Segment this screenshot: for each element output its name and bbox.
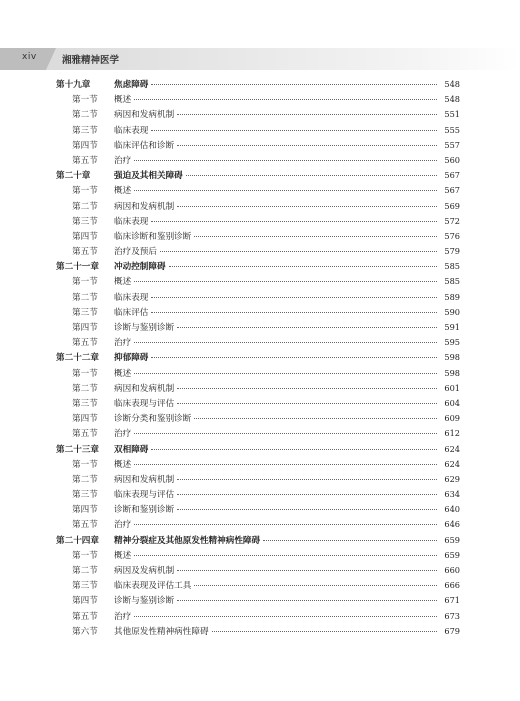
dot-leader bbox=[177, 114, 437, 115]
dot-leader bbox=[169, 266, 437, 267]
dot-leader bbox=[134, 190, 437, 191]
toc-chapter-entry[interactable] bbox=[56, 442, 460, 457]
page-ref: 589 bbox=[444, 291, 460, 302]
toc-section-entry[interactable] bbox=[56, 411, 460, 426]
section-title: 治疗 bbox=[114, 520, 132, 531]
section-number: 第二节 bbox=[72, 566, 98, 576]
dot-leader bbox=[194, 418, 437, 419]
dot-leader bbox=[194, 236, 437, 237]
page-ref: 595 bbox=[444, 337, 460, 348]
toc-section-entry[interactable] bbox=[56, 305, 460, 320]
chapter-number: 第二十章 bbox=[56, 171, 91, 182]
section-title: 治疗 bbox=[114, 338, 132, 349]
page-ref: 585 bbox=[444, 276, 460, 287]
page-ref: 579 bbox=[444, 246, 460, 257]
section-title: 其他原发性精神病性障碍 bbox=[114, 626, 209, 637]
page-ref: 629 bbox=[444, 473, 460, 484]
dot-leader bbox=[194, 585, 437, 586]
chapter-number: 第二十二章 bbox=[56, 353, 99, 364]
dot-leader bbox=[151, 312, 437, 313]
section-title: 病因和发病机制 bbox=[114, 383, 175, 394]
page-ref: 601 bbox=[444, 382, 460, 393]
chapter-number: 第十九章 bbox=[56, 80, 91, 90]
chapter-title: 精神分裂症及其他原发性精神病性障碍 bbox=[114, 535, 261, 546]
section-number: 第二节 bbox=[72, 201, 98, 212]
section-title: 治疗及预后 bbox=[114, 247, 157, 258]
toc-section-entry[interactable] bbox=[56, 396, 460, 411]
dot-leader bbox=[177, 570, 437, 571]
page-ref: 560 bbox=[444, 154, 460, 165]
section-number: 第五节 bbox=[72, 611, 98, 622]
book-title: 湘雅精神医学 bbox=[62, 55, 120, 66]
section-title: 临床表现 bbox=[114, 125, 149, 136]
section-number: 第二节 bbox=[72, 292, 98, 303]
toc-section-entry[interactable] bbox=[56, 381, 460, 396]
toc-chapter-entry[interactable] bbox=[56, 259, 460, 274]
section-title: 临床表现 bbox=[114, 216, 149, 227]
dot-leader bbox=[177, 494, 437, 495]
section-number: 第四节 bbox=[72, 505, 98, 516]
dot-leader bbox=[134, 555, 437, 556]
section-title: 病因和发病机制 bbox=[114, 474, 175, 485]
section-number: 第四节 bbox=[72, 323, 98, 333]
dot-leader bbox=[134, 342, 437, 343]
page-ref: 576 bbox=[444, 230, 460, 241]
section-number: 第三节 bbox=[72, 490, 98, 501]
section-number: 第一节 bbox=[72, 186, 98, 197]
page-ref: 567 bbox=[444, 170, 460, 181]
chapter-number: 第二十一章 bbox=[56, 262, 99, 273]
toc-section-entry[interactable] bbox=[56, 609, 460, 624]
page-ref: 555 bbox=[444, 124, 460, 135]
chapter-title: 焦虑障碍 bbox=[114, 80, 149, 90]
section-number: 第二节 bbox=[72, 110, 98, 121]
dot-leader bbox=[186, 175, 437, 176]
section-title: 病因和发病机制 bbox=[114, 201, 175, 212]
toc-section-entry[interactable] bbox=[56, 487, 460, 502]
dot-leader bbox=[151, 449, 437, 450]
section-title: 治疗 bbox=[114, 155, 132, 166]
dot-leader bbox=[134, 464, 437, 465]
page-ref: 585 bbox=[444, 261, 460, 272]
toc-chapter-entry[interactable] bbox=[56, 533, 460, 548]
toc-section-entry[interactable] bbox=[56, 502, 460, 517]
toc-section-entry[interactable] bbox=[56, 457, 460, 472]
dot-leader bbox=[151, 357, 437, 358]
toc-section-entry[interactable] bbox=[56, 153, 460, 168]
dot-leader bbox=[151, 297, 437, 298]
dot-leader bbox=[134, 373, 437, 374]
chapter-number: 第二十四章 bbox=[56, 535, 99, 546]
dot-leader bbox=[177, 145, 437, 146]
toc-chapter-entry[interactable] bbox=[56, 350, 460, 365]
section-number: 第四节 bbox=[72, 414, 98, 425]
page-ref: 673 bbox=[444, 610, 460, 621]
toc-section-entry[interactable] bbox=[56, 274, 460, 289]
section-title: 临床诊断和鉴别诊断 bbox=[114, 231, 192, 242]
toc-section-entry[interactable] bbox=[56, 107, 460, 122]
section-number: 第三节 bbox=[72, 307, 98, 318]
section-number: 第五节 bbox=[72, 155, 98, 166]
section-number: 第三节 bbox=[72, 216, 98, 227]
dot-leader bbox=[177, 509, 437, 510]
page-ref: 671 bbox=[444, 595, 460, 606]
page-ref: 659 bbox=[444, 549, 460, 560]
toc-section-entry[interactable] bbox=[56, 593, 460, 608]
section-number: 第二节 bbox=[72, 474, 98, 485]
toc-section-entry[interactable] bbox=[56, 183, 460, 198]
toc-chapter-entry[interactable] bbox=[56, 77, 460, 92]
dot-leader bbox=[134, 433, 437, 434]
dot-leader bbox=[177, 600, 437, 601]
section-title: 概述 bbox=[114, 368, 132, 379]
chapter-title: 强迫及其相关障碍 bbox=[114, 171, 183, 182]
dot-leader bbox=[263, 540, 437, 541]
dot-leader bbox=[212, 631, 437, 632]
section-title: 诊断和鉴别诊断 bbox=[114, 505, 175, 516]
section-title: 临床表现与评估 bbox=[114, 490, 175, 501]
section-number: 第四节 bbox=[72, 140, 98, 151]
toc-section-entry[interactable] bbox=[56, 548, 460, 563]
section-title: 概述 bbox=[114, 550, 132, 561]
page-ref: 604 bbox=[444, 397, 460, 408]
toc-section-entry[interactable] bbox=[56, 426, 460, 441]
toc-section-entry[interactable] bbox=[56, 123, 460, 138]
section-number: 第五节 bbox=[72, 520, 98, 531]
chapter-number: 第二十三章 bbox=[56, 444, 99, 455]
toc-section-entry[interactable] bbox=[56, 335, 460, 350]
page-ref: 598 bbox=[444, 352, 460, 363]
page-ref: 572 bbox=[444, 215, 460, 226]
toc-section-entry[interactable] bbox=[56, 290, 460, 305]
toc-section-entry[interactable] bbox=[56, 229, 460, 244]
toc-section-entry[interactable] bbox=[56, 578, 460, 593]
section-title: 诊断分类和鉴别诊断 bbox=[114, 414, 192, 425]
section-title: 概述 bbox=[114, 95, 132, 106]
section-number: 第四节 bbox=[72, 231, 98, 242]
chapter-title: 冲动控制障碍 bbox=[114, 262, 166, 273]
dot-leader bbox=[134, 281, 437, 282]
dot-leader bbox=[151, 84, 437, 85]
section-title: 诊断与鉴别诊断 bbox=[114, 596, 175, 607]
dot-leader bbox=[177, 479, 437, 480]
toc-section-entry[interactable] bbox=[56, 199, 460, 214]
section-title: 治疗 bbox=[114, 429, 132, 440]
dot-leader bbox=[134, 99, 437, 100]
section-number: 第一节 bbox=[72, 277, 98, 288]
toc-section-entry[interactable] bbox=[56, 517, 460, 532]
section-title: 病因和发病机制 bbox=[114, 110, 175, 121]
section-title: 概述 bbox=[114, 459, 132, 470]
section-title: 病因及发病机制 bbox=[114, 566, 175, 576]
section-title: 临床表现与评估 bbox=[114, 398, 175, 409]
page-ref: 666 bbox=[444, 580, 460, 591]
page-ref: 624 bbox=[444, 443, 460, 454]
toc-section-entry[interactable] bbox=[56, 92, 460, 107]
page-ref: 640 bbox=[444, 504, 460, 515]
section-number: 第三节 bbox=[72, 125, 98, 136]
dot-leader bbox=[134, 160, 437, 161]
running-header bbox=[0, 48, 520, 70]
toc-section-entry[interactable] bbox=[56, 320, 460, 335]
toc-section-entry[interactable] bbox=[56, 214, 460, 229]
page-ref: 551 bbox=[444, 109, 460, 120]
page-ref: 646 bbox=[444, 519, 460, 530]
page-ref: 612 bbox=[444, 428, 460, 439]
page-ref: 590 bbox=[444, 306, 460, 317]
toc-section-entry[interactable] bbox=[56, 366, 460, 381]
page-ref: 598 bbox=[444, 367, 460, 378]
page-ref: 634 bbox=[444, 489, 460, 500]
toc-section-entry[interactable] bbox=[56, 244, 460, 259]
page-ref: 548 bbox=[444, 79, 460, 89]
section-number: 第五节 bbox=[72, 247, 98, 258]
section-title: 概述 bbox=[114, 277, 132, 288]
toc-chapter-entry[interactable] bbox=[56, 168, 460, 183]
section-number: 第二节 bbox=[72, 383, 98, 394]
chapter-title: 双相障碍 bbox=[114, 444, 149, 455]
page-ref: 548 bbox=[444, 94, 460, 105]
section-number: 第三节 bbox=[72, 398, 98, 409]
page-ref: 624 bbox=[444, 458, 460, 469]
dot-leader bbox=[160, 251, 437, 252]
page-ref: 569 bbox=[444, 200, 460, 211]
section-title: 临床表现 bbox=[114, 292, 149, 303]
page-ref: 609 bbox=[444, 413, 460, 424]
toc-section-entry[interactable] bbox=[56, 624, 460, 639]
dot-leader bbox=[134, 616, 437, 617]
section-title: 临床评估和诊断 bbox=[114, 140, 175, 151]
section-number: 第五节 bbox=[72, 338, 98, 349]
page-ref: 659 bbox=[444, 534, 460, 545]
page-ref: 591 bbox=[444, 322, 460, 332]
page-ref: 567 bbox=[444, 185, 460, 196]
section-number: 第三节 bbox=[72, 581, 98, 592]
section-title: 临床表现及评估工具 bbox=[114, 581, 192, 592]
dot-leader bbox=[177, 388, 437, 389]
page-ref: 660 bbox=[444, 565, 460, 575]
section-number: 第一节 bbox=[72, 95, 98, 106]
dot-leader bbox=[151, 221, 437, 222]
section-number: 第一节 bbox=[72, 368, 98, 379]
toc-section-entry[interactable] bbox=[56, 563, 460, 578]
dot-leader bbox=[134, 524, 437, 525]
dot-leader bbox=[177, 327, 437, 328]
chapter-title: 抑郁障碍 bbox=[114, 353, 149, 364]
section-number: 第一节 bbox=[72, 550, 98, 561]
section-number: 第一节 bbox=[72, 459, 98, 470]
section-number: 第四节 bbox=[72, 596, 98, 607]
section-title: 概述 bbox=[114, 186, 132, 197]
dot-leader bbox=[177, 206, 437, 207]
dot-leader bbox=[177, 403, 437, 404]
page-number: xiv bbox=[22, 52, 37, 62]
section-title: 治疗 bbox=[114, 611, 132, 622]
section-title: 诊断与鉴别诊断 bbox=[114, 323, 175, 333]
section-number: 第五节 bbox=[72, 429, 98, 440]
page-ref: 679 bbox=[444, 625, 460, 636]
section-title: 临床评估 bbox=[114, 307, 149, 318]
page-ref: 557 bbox=[444, 139, 460, 150]
section-number: 第六节 bbox=[72, 626, 98, 637]
dot-leader bbox=[151, 130, 437, 131]
toc-section-entry[interactable] bbox=[56, 472, 460, 487]
toc-section-entry[interactable] bbox=[56, 138, 460, 153]
table-of-contents bbox=[56, 77, 460, 639]
